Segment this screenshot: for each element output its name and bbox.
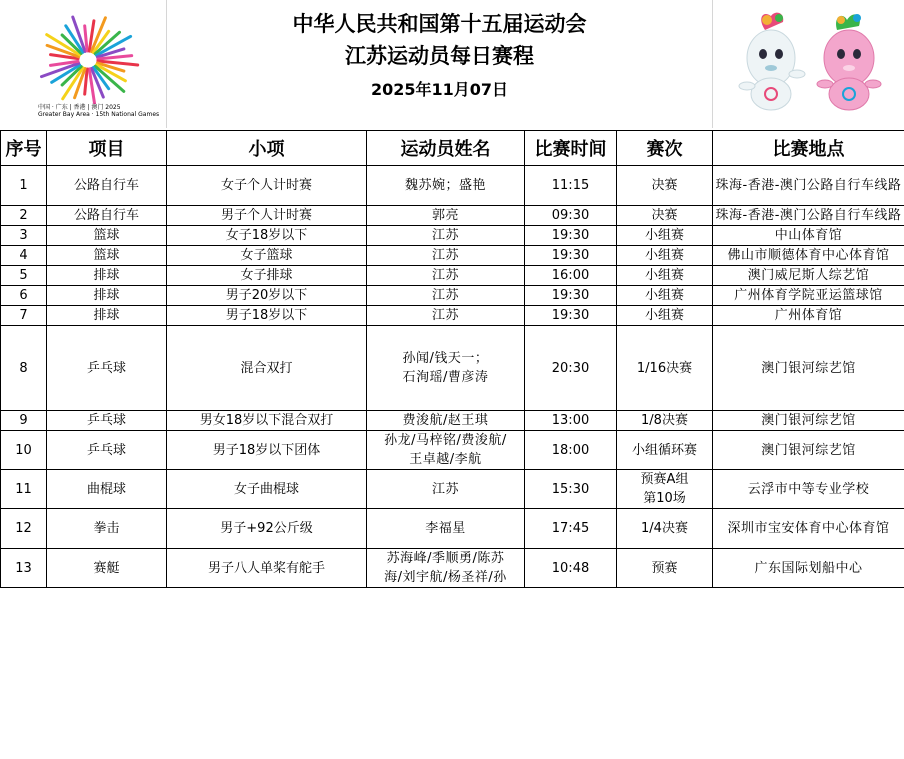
cell-no: 7: [1, 306, 47, 326]
cell-sport: 篮球: [47, 226, 167, 246]
cell-sport: 排球: [47, 286, 167, 306]
cell-sport: 公路自行车: [47, 206, 167, 226]
cell-round: 小组赛: [617, 266, 713, 286]
page-subtitle: 江苏运动员每日赛程: [345, 44, 534, 68]
cell-athletes: 魏苏婉；盛艳: [367, 166, 525, 206]
cell-no: 1: [1, 166, 47, 206]
column-header-sport: 项目: [47, 131, 167, 166]
cell-time: 11:15: [525, 166, 617, 206]
table-row: [1, 266, 904, 286]
table-row: [1, 166, 904, 206]
column-header-event: 小项: [167, 131, 367, 166]
cell-event: 男子20岁以下: [167, 286, 367, 306]
mascot-pink-icon: [817, 14, 881, 110]
cell-venue: 珠海-香港-澳门公路自行车线路: [713, 166, 904, 206]
cell-round: 预赛: [617, 549, 713, 588]
title-cell: [167, 0, 712, 128]
cell-athletes: 江苏: [367, 246, 525, 266]
page-title: 中华人民共和国第十五届运动会: [292, 12, 587, 36]
table-row: [1, 470, 904, 509]
cell-no: 6: [1, 286, 47, 306]
cell-venue: 中山体育馆: [713, 226, 904, 246]
cell-event: 混合双打: [167, 326, 367, 411]
cell-sport: 乒乓球: [47, 326, 167, 411]
mascot-cell: [712, 0, 904, 128]
cell-time: 17:45: [525, 509, 617, 549]
mascot-white-icon: [739, 13, 805, 110]
logo-caption: [38, 104, 159, 118]
cell-venue: 深圳市宝安体育中心体育馆: [713, 509, 904, 549]
schedule-date: 2025年11月07日: [370, 80, 509, 99]
cell-time: 19:30: [525, 226, 617, 246]
cell-event: 男子+92公斤级: [167, 509, 367, 549]
cell-no: 9: [1, 411, 47, 431]
cell-event: 女子篮球: [167, 246, 367, 266]
cell-venue: 澳门银河综艺馆: [713, 326, 904, 411]
cell-athletes: 孙龙/马梓铭/费浚航/ 王卓越/李航: [367, 431, 525, 470]
cell-event: 男女18岁以下混合双打: [167, 411, 367, 431]
cell-round: 1/16决赛: [617, 326, 713, 411]
cell-no: 12: [1, 509, 47, 549]
cell-time: 13:00: [525, 411, 617, 431]
logo-caption-line-1: 中国 · 广东 | 香港 | 澳门 2025: [38, 104, 121, 111]
cell-no: 10: [1, 431, 47, 470]
cell-sport: 赛艇: [47, 549, 167, 588]
cell-event: 男子八人单桨有舵手: [167, 549, 367, 588]
cell-round: 小组循环赛: [617, 431, 713, 470]
column-header-athletes: 运动员姓名: [367, 131, 525, 166]
column-header-venue: 比赛地点: [713, 131, 904, 166]
cell-athletes: 江苏: [367, 286, 525, 306]
cell-venue: 广州体育馆: [713, 306, 904, 326]
table-row: [1, 206, 904, 226]
cell-sport: 乒乓球: [47, 431, 167, 470]
cell-athletes: 费浚航/赵王琪: [367, 411, 525, 431]
cell-round: 小组赛: [617, 246, 713, 266]
cell-venue: 云浮市中等专业学校: [713, 470, 904, 509]
cell-athletes: 苏海峰/季顺勇/陈苏 海/刘宇航/杨圣祥/孙: [367, 549, 525, 588]
cell-venue: 澳门银河综艺馆: [713, 411, 904, 431]
cell-athletes: 江苏: [367, 226, 525, 246]
cell-round: 小组赛: [617, 306, 713, 326]
cell-venue: 澳门银河综艺馆: [713, 431, 904, 470]
cell-round: 小组赛: [617, 226, 713, 246]
table-row: [1, 286, 904, 306]
cell-round: 1/8决赛: [617, 411, 713, 431]
cell-venue: 广东国际划船中心: [713, 549, 904, 588]
cell-event: 女子排球: [167, 266, 367, 286]
cell-no: 11: [1, 470, 47, 509]
cell-sport: 拳击: [47, 509, 167, 549]
table-row: [1, 509, 904, 549]
cell-athletes: 郭亮: [367, 206, 525, 226]
cell-event: 男子18岁以下团体: [167, 431, 367, 470]
table-row: [1, 411, 904, 431]
cell-venue: 佛山市顺德体育中心体育馆: [713, 246, 904, 266]
cell-no: 5: [1, 266, 47, 286]
cell-no: 4: [1, 246, 47, 266]
cell-sport: 排球: [47, 306, 167, 326]
table-row: [1, 246, 904, 266]
table-row: [1, 431, 904, 470]
table-row: [1, 306, 904, 326]
table-header-row: [1, 131, 904, 166]
cell-sport: 曲棍球: [47, 470, 167, 509]
cell-athletes: 江苏: [367, 266, 525, 286]
cell-athletes: 江苏: [367, 306, 525, 326]
cell-no: 3: [1, 226, 47, 246]
column-header-time: 比赛时间: [525, 131, 617, 166]
table-row: [1, 326, 904, 411]
cell-round: 预赛A组 第10场: [617, 470, 713, 509]
logo-cell: [0, 0, 167, 128]
cell-time: 19:30: [525, 246, 617, 266]
table-row: [1, 549, 904, 588]
cell-round: 1/4决赛: [617, 509, 713, 549]
cell-no: 2: [1, 206, 47, 226]
cell-no: 8: [1, 326, 47, 411]
schedule-table: [0, 130, 904, 588]
table-row: [1, 226, 904, 246]
cell-round: 决赛: [617, 206, 713, 226]
cell-venue: 珠海-香港-澳门公路自行车线路: [713, 206, 904, 226]
cell-sport: 篮球: [47, 246, 167, 266]
cell-time: 15:30: [525, 470, 617, 509]
table-body: [1, 166, 904, 588]
cell-athletes: 李福星: [367, 509, 525, 549]
logo-caption-line-2: Greater Bay Area · 15th National Games: [38, 111, 160, 118]
cell-event: 男子个人计时赛: [167, 206, 367, 226]
cell-round: 决赛: [617, 166, 713, 206]
header: [0, 0, 904, 130]
cell-round: 小组赛: [617, 286, 713, 306]
cell-athletes: 江苏: [367, 470, 525, 509]
cell-time: 09:30: [525, 206, 617, 226]
cell-sport: 乒乓球: [47, 411, 167, 431]
cell-time: 10:48: [525, 549, 617, 588]
mascot-images: [713, 0, 904, 128]
column-header-round: 赛次: [617, 131, 713, 166]
cell-time: 19:30: [525, 306, 617, 326]
cell-sport: 公路自行车: [47, 166, 167, 206]
column-header-no: 序号: [1, 131, 47, 166]
games-logo: [0, 0, 166, 104]
cell-event: 女子18岁以下: [167, 226, 367, 246]
cell-athletes: 孙闻/钱天一； 石洵瑶/曹彦涛: [367, 326, 525, 411]
cell-sport: 排球: [47, 266, 167, 286]
cell-event: 女子曲棍球: [167, 470, 367, 509]
cell-time: 16:00: [525, 266, 617, 286]
cell-no: 13: [1, 549, 47, 588]
cell-event: 男子18岁以下: [167, 306, 367, 326]
cell-venue: 澳门威尼斯人综艺馆: [713, 266, 904, 286]
cell-time: 19:30: [525, 286, 617, 306]
cell-event: 女子个人计时赛: [167, 166, 367, 206]
cell-time: 18:00: [525, 431, 617, 470]
cell-time: 20:30: [525, 326, 617, 411]
cell-venue: 广州体育学院亚运篮球馆: [713, 286, 904, 306]
